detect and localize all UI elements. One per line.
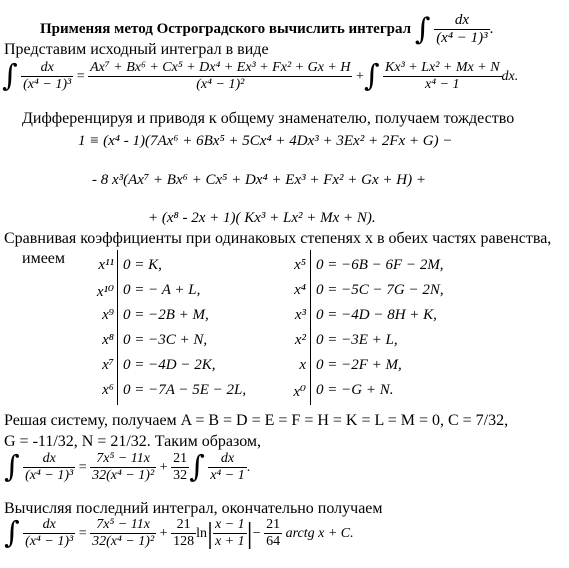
- r2-lhs: [23, 517, 75, 550]
- r2-coef1-den: 128: [173, 534, 195, 550]
- r2-abs-num: x − 1: [213, 517, 247, 534]
- equation: 0 = − A + L,: [123, 282, 201, 298]
- equation: 0 = −5C − 7G − 2N,: [316, 282, 444, 298]
- power-label: x¹¹: [98, 257, 114, 273]
- power-label: x⁸: [102, 332, 114, 348]
- r2-lhs-num: dx: [23, 517, 75, 534]
- abs-bar-icon: |: [206, 516, 213, 550]
- r2-abs-den: x + 1: [214, 534, 245, 550]
- power-label: x⁴: [294, 282, 306, 298]
- identity-line-3: + (x⁸ - 2x + 1)( Kx³ + Lx² + Mx + N).: [148, 210, 376, 226]
- system-left: [80, 250, 270, 405]
- equation: 0 = −2F + M,: [316, 357, 402, 373]
- decomp-rat-num: Ax⁷ + Bx⁶ + Cx⁵ + Dx⁴ + Ex³ + Fx² + Gx + H: [88, 60, 352, 77]
- step-2-text: Дифференцируя и приводя к общему знаменателю, получаем тождество: [22, 110, 515, 127]
- identity-line-2: - 8 x³(Ax⁷ + Bx⁶ + Cx⁵ + Dx⁴ + Ex³ + Fx² + Gx + H) +: [92, 172, 426, 188]
- identity-line-1: 1 ≡ (x⁴ - 1)(7Ax⁶ + 6Bx⁵ + 5Cx⁴ + 4Dx³ + 3Ex² + 2Fx + G) −: [78, 133, 453, 149]
- r1-coef-den: 32: [173, 468, 188, 484]
- step-3-text: Сравнивая коэффициенты при одинаковых степенях x в обеих частях равенства,: [4, 230, 552, 247]
- r2-arctg: arctg x + C.: [285, 525, 354, 541]
- step-4-continuation: G = -11/32, N = 21/32. Таким образом,: [4, 433, 262, 450]
- power-label: x³: [294, 307, 306, 323]
- integral-sign-icon: ∫: [4, 515, 20, 551]
- r1-coef-num: 21: [171, 451, 189, 468]
- decomp-tail: dx.: [501, 68, 519, 84]
- power-label: x⁹: [102, 307, 114, 323]
- integral-sign-icon: ∫: [2, 58, 18, 94]
- r1-tail: .: [246, 459, 251, 475]
- power-label: x²: [294, 332, 306, 348]
- r2-abs: [213, 517, 247, 550]
- r2-coef2-den: 64: [266, 534, 281, 550]
- power-label: x: [299, 357, 306, 373]
- power-label: x¹⁰: [96, 284, 114, 300]
- r2-coef-1: [171, 517, 196, 550]
- power-label: x⁶: [102, 382, 114, 398]
- equation: 0 = −4D − 8H + K,: [316, 307, 437, 323]
- abs-bar-icon: |: [246, 516, 253, 550]
- equation: 0 = −3C + N,: [123, 332, 208, 348]
- r1-coef: [171, 451, 189, 484]
- step-3-continuation: имеем: [22, 250, 66, 267]
- equation: 0 = K,: [123, 257, 162, 273]
- decomp-int-num: Kx³ + Lx² + Mx + N: [383, 60, 502, 77]
- title-text: Применяя метод Остроградского вычислить интеграл: [40, 21, 412, 38]
- integral-sign-icon: ∫: [363, 58, 380, 94]
- r2-coef1-num: 21: [171, 517, 196, 534]
- r2-rat-num: 7x⁵ − 11x: [90, 517, 156, 534]
- r2-lhs-den: (x⁴ − 1)³: [25, 534, 74, 550]
- r1-lhs-den: (x⁴ − 1)³: [25, 468, 74, 484]
- r1-rat-num: 7x⁵ − 11x: [90, 451, 156, 468]
- equation: 0 = −3E + L,: [316, 332, 398, 348]
- equation: 0 = −7A − 5E − 2L,: [123, 382, 247, 398]
- equation: 0 = −2B + M,: [123, 307, 209, 323]
- r1-integral: [208, 451, 247, 484]
- r1-rat-den: 32(x⁴ − 1)²: [92, 468, 155, 484]
- page-title: Применяя метод Остроградского вычислить интеграл ∫ $\frac{dx}{\text{(x⁴ − 1)³}}$ .: [40, 11, 494, 47]
- equation: 0 = −6B − 6F − 2M,: [316, 257, 444, 273]
- equation: 0 = −4D − 2K,: [123, 357, 216, 373]
- r2-rational: [90, 517, 156, 550]
- step-1-text: Представим исходный интеграл в виде: [4, 41, 269, 58]
- decomp-int-den: x⁴ − 1: [425, 77, 460, 93]
- decomp-lhs: [21, 60, 73, 93]
- decomposition-formula: ∫ $\frac{dx}{\text{(x⁴ − 1)³}}$ = $\frac{\text{Ax⁷ + Bx⁶ + Cx⁵ + Dx⁴ + Ex³ + Fx² + Gx + H}}{\text{(x⁴ − 1)²}}$ +∫ $\frac{\text{Kx³ + Lx² + Mx + N}}{\text{x⁴ − 1}}$ dx.: [2, 58, 519, 94]
- decomp-lhs-num: dx: [21, 60, 73, 77]
- system-left-divider: [117, 250, 118, 405]
- power-label: x⁵: [294, 257, 306, 273]
- r1-lhs-num: dx: [23, 451, 75, 468]
- decomp-lhs-den: (x⁴ − 1)³: [23, 77, 72, 93]
- r1-int-num: dx: [208, 451, 247, 468]
- step-4-text: Решая систему, получаем A = B = D = E = F = H = K = L = M = 0, C = 7/32,: [4, 412, 509, 429]
- decomp-rat-den: (x⁴ − 1)²: [196, 77, 245, 93]
- integral-sign-icon: ∫: [414, 11, 431, 47]
- integral-sign-icon: ∫: [4, 449, 20, 485]
- step-5-text: Вычисляя последний интеграл, окончательно получаем: [4, 500, 383, 517]
- r2-rat-den: 32(x⁴ − 1)²: [92, 534, 155, 550]
- system-right-divider: [310, 250, 311, 405]
- r1-lhs: [23, 451, 75, 484]
- title-fraction-den: (x⁴ − 1)³: [436, 30, 488, 47]
- equation: 0 = −G + N.: [316, 382, 394, 398]
- system-right: [276, 250, 476, 405]
- r1-rational: [90, 451, 156, 484]
- r1-int-den: x⁴ − 1: [210, 468, 245, 484]
- r2-coef-2: [264, 517, 282, 550]
- r2-ln: ln: [196, 525, 207, 541]
- power-label: x⁰: [293, 384, 306, 400]
- result-formula-2: ∫ $\frac{dx}{\text{(x⁴ − 1)³}}$ = $\frac{\text{7x⁵ − 11x}}{\text{32(x⁴ − 1)²}}$ + $\frac{21}{128}$ ln| $\frac{x - 1}{x + 1}$ |− $\frac{21}{64}$ arctg x + C.: [4, 515, 354, 551]
- title-fraction-num: dx: [434, 12, 489, 30]
- integral-sign-icon: ∫: [189, 449, 205, 485]
- power-label: x⁷: [102, 357, 114, 373]
- title-fraction: [434, 12, 489, 48]
- r2-coef2-num: 21: [264, 517, 282, 534]
- result-formula-1: ∫ $\frac{dx}{\text{(x⁴ − 1)³}}$ = $\frac{\text{7x⁵ − 11x}}{\text{32(x⁴ − 1)²}}$ + $\frac{21}{32}$ ∫ $\frac{dx}{\text{x⁴ − 1}}$ .: [4, 449, 251, 485]
- decomp-rational: [88, 60, 352, 93]
- decomp-integral: [383, 60, 502, 93]
